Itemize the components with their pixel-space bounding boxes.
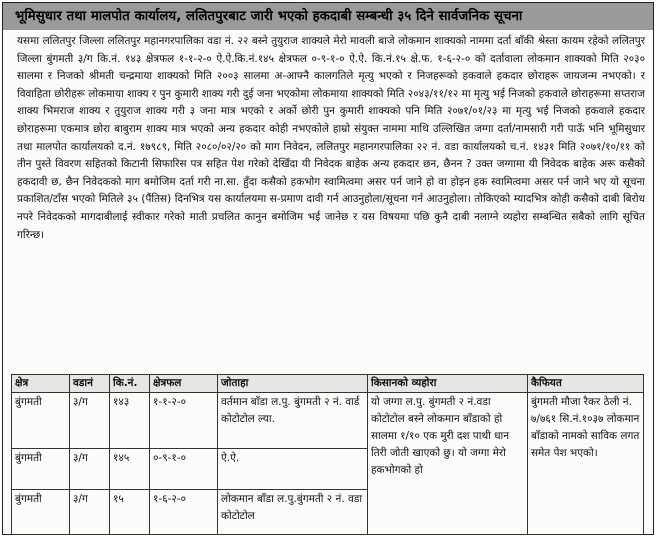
header-kitta: कि.नं.	[110, 375, 150, 393]
public-notice	[2, 2, 654, 535]
table-header-row	[12, 375, 644, 393]
cell-kitta: १५	[110, 490, 150, 535]
table-row	[12, 393, 644, 449]
cell-tiller: वर्तमान बाँडा ल.पु. बुंगमती २ नं. वार्ड कोटोटोल ल्या.	[218, 393, 368, 449]
cell-tiller: लोकमान बाँडा ल.पु.बुंगमती २ नं. वडा कोटोटोल	[218, 490, 368, 535]
cell-remarks: बुंगमती मौजा रैकर ठेली नं. ७/७६१ सि.नं.१०३७ लोकमान बाँडाको नामको साविक लगत समेत पेश भएको।	[528, 393, 644, 535]
header-area: क्षेत्र	[12, 375, 70, 393]
cell-ward: ३/ग	[70, 490, 110, 535]
cell-size: १-१-२-०	[150, 393, 218, 449]
header-remarks: कैफियत	[528, 375, 644, 393]
notice-title: भूमिसुधार तथा मालपोत कार्यालय, ललितपुरबाट जारी भएको हकदाबी सम्बन्धी ३५ दिने सार्वजनिक सूचना	[3, 3, 653, 30]
cell-size: ०-९-१-०	[150, 449, 218, 490]
notice-body: यसमा ललितपुर जिल्ला ललितपुर महानगरपालिका वडा नं. २२ बस्ने तुयुराज शाक्यले मेरो मावली बाजे लोकमान शाक्यको नाममा दर्ता बाँकी श्रेस्ता कायम रहेको ललितपुर जिल्ला बुंगमती ३/ग कि.नं. १४३ क्षेत्रफल १-१-२-० ऐ.ऐ.कि.नं.१४५ क्षेत्रफल ०-९-१-० ऐ.ऐ. कि.नं.१५ क्षे.फ. १-६-२-० को दर्तावाला लोकमान शाक्यको मिति २०३० सालमा र निजको श्रीमती चन्द्रमाया शाक्यको मिति २००३ सालमा अ-आफ्नै कालगतिले मृत्यु भएको र निजहरूको हकवाले हकदार छोराहरू जायजन्म नभएको। र विवाहिता छोरीहरू लोकमाया शाक्य र पुन कुमारी शाक्य गरी दुई जना भएकोमा लोकमाया शाक्यको मिति २०४३/११/१२ मा मृत्यु भई निजको हकवाले छोराहरूमा सप्तराज शाक्य भिमराज शाक्य र तुयुराज शाक्य गरी ३ जना मात्र भएको र अर्को छोरी पुन कुमारी शाक्यको पनि मिति २०७१/०१/२३ मा मृत्यु भई निजको हकवाले हकदार छोराहरूमा एकमात्र छोरा बाबुराम शाक्य मात्र भएको अन्य हकदार कोही नभएकोले हाम्रो संयुक्त नाममा माथि उल्लिखित जग्गा दर्ता/नामसारी गरी पाऊँ भनि भूमिसुधार तथा मालपोत कार्यालयको द.नं. १७९८९, मिति २०८०/०२/२० को माग निवेदन, ललितपुर महानगरपालिका २२ नं. वडा कार्यालयको च.नं. १४३१ मिति २०७१/१०/११ को तीन पुस्ते विवरण सहितको किटानी सिफारिस पत्र सहित पेश गरेको देखिँदा यी निवेदक बाहेक अन्य हकदार छन, छैनन ? उक्त जग्गामा यी निवेदक बाहेक अरू कसैको हकदावी छ, छैन निवेदकको माग बमोजिम दर्ता गरी ना.सा. हुँदा कसैको हकभोग स्वामित्वमा असर पर्न जाने हो वा होइन हक स्वामित्वमा असर पर्न जाने भए यो सूचना प्रकाशित/टाँस भएको मितिले ३५ (पैंतिस) दिनभित्र यस कार्यालयमा स-प्रमाण दावी गर्न आउनुहोला/सूचना गर्न आउनुहोला। तोकिएको म्यादभित्र कोही कसैको दाबी बिरोध नपरे निवेदकको मागदाबीलाई स्वीकार गरेको माती प्रचलित कानुन बमोजिम भई जानेछ र यस विषयमा पछि कुनै दाबी नलाग्ने व्यहोरा सम्बन्धित सबैको लागि सूचित गरिन्छ।	[17, 35, 645, 241]
header-size: क्षेत्रफल	[150, 375, 218, 393]
header-tiller: जोताहा	[218, 375, 368, 393]
cell-area: बुंगमती	[12, 393, 70, 449]
land-details-table	[11, 374, 644, 535]
cell-farmer-statement: यो जग्गा ल.पु. बुंगमती २ नं.वडा कोटोटोल बस्ने लोकमान बाँडाको हो सालमा १/१० एक मुरी दश पाथी धान तिरी जोती खाएको छु। यो जग्गा मेरो हकभोगको हो	[368, 393, 528, 535]
cell-ward: ३/ग	[70, 393, 110, 449]
header-ward: वडानं	[70, 375, 110, 393]
cell-ward: ३/ग	[70, 449, 110, 490]
cell-kitta: १४५	[110, 449, 150, 490]
cell-area: बुंगमती	[12, 490, 70, 535]
header-farmer-statement: किसानको व्यहोरा	[368, 375, 528, 393]
cell-tiller: ऐ.ऐ.	[218, 449, 368, 490]
cell-size: १-६-२-०	[150, 490, 218, 535]
cell-area: बुंगमती	[12, 449, 70, 490]
cell-kitta: १४३	[110, 393, 150, 449]
